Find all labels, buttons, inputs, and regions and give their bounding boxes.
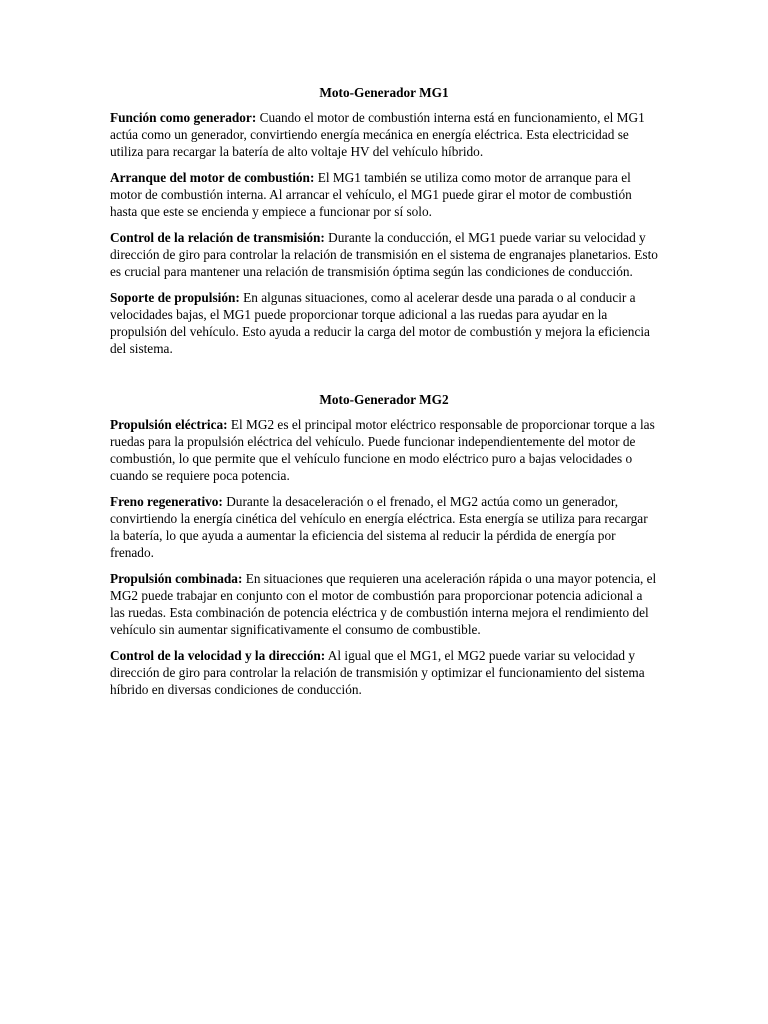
paragraph-label: Arranque del motor de combustión: bbox=[110, 170, 315, 185]
paragraph-text: En algunas situaciones, como al acelerar desde una parada o al conducir a velocidades bajas, el MG1 puede proporcionar torque adicional a las ruedas para ayudar en la propulsión del vehículo. Esto ayuda a reducir la carga del motor de combustión y mejora la eficiencia del sistema. bbox=[110, 290, 650, 356]
paragraph-text: El MG2 es el principal motor eléctrico responsable de proporcionar torque a las ruedas para la propulsión eléctrica del vehículo. Puede funcionar independientemente del motor de combustión, lo que permite que el vehículo funcione en modo eléctrico puro a bajas velocidades o cuando se requiere poca potencia. bbox=[110, 417, 655, 483]
paragraph bbox=[110, 289, 658, 357]
paragraph-text: El MG1 también se utiliza como motor de arranque para el motor de combustión interna. Al arrancar el vehículo, el MG1 puede girar el motor de combustión hasta que este se encienda y empiece a funcionar por sí solo. bbox=[110, 170, 632, 219]
paragraph-text: Durante la conducción, el MG1 puede variar su velocidad y dirección de giro para controlar la relación de transmisión en el sistema de engranajes planetarios. Esto es crucial para mantener una relación de transmisión óptima según las condiciones de conducción. bbox=[110, 230, 658, 279]
paragraph-text: Cuando el motor de combustión interna está en funcionamiento, el MG1 actúa como un generador, convirtiendo energía mecánica en energía eléctrica. Esta electricidad se utiliza para recargar la batería de alto voltaje HV del vehículo híbrido. bbox=[110, 110, 645, 159]
paragraph bbox=[110, 229, 658, 280]
paragraph-label: Propulsión eléctrica: bbox=[110, 417, 228, 432]
section-mg1 bbox=[110, 84, 658, 357]
paragraph bbox=[110, 570, 658, 638]
paragraph-text: Al igual que el MG1, el MG2 puede variar su velocidad y dirección de giro para controlar la relación de transmisión y optimizar el funcionamiento del sistema híbrido en diversas condiciones de conducción. bbox=[110, 648, 645, 697]
paragraph-label: Control de la relación de transmisión: bbox=[110, 230, 325, 245]
paragraph bbox=[110, 169, 658, 220]
paragraph bbox=[110, 647, 658, 698]
paragraph-text: En situaciones que requieren una aceleración rápida o una mayor potencia, el MG2 puede trabajar en conjunto con el motor de combustión para proporcionar potencia adicional a las ruedas. Esta combinación de potencia eléctrica y de combustión interna mejora el rendimiento del vehículo sin aumentar significativamente el consumo de combustible. bbox=[110, 571, 657, 637]
paragraph-label: Soporte de propulsión: bbox=[110, 290, 240, 305]
paragraph bbox=[110, 493, 658, 561]
paragraph-text: Durante la desaceleración o el frenado, el MG2 actúa como un generador, convirtiendo la energía cinética del vehículo en energía eléctrica. Esta energía se utiliza para recargar la batería, lo que ayuda a aumentar la eficiencia del sistema al reducir la pérdida de energía por frenado. bbox=[110, 494, 648, 560]
section-title: Moto-Generador MG2 bbox=[319, 392, 449, 407]
document-page bbox=[110, 84, 658, 707]
paragraph-label: Propulsión combinada: bbox=[110, 571, 243, 586]
paragraph-label: Función como generador: bbox=[110, 110, 257, 125]
paragraph-label: Freno regenerativo: bbox=[110, 494, 223, 509]
section-spacer bbox=[110, 366, 658, 391]
paragraph-label: Control de la velocidad y la dirección: bbox=[110, 648, 326, 663]
paragraph bbox=[110, 109, 658, 160]
paragraph bbox=[110, 416, 658, 484]
section-title: Moto-Generador MG1 bbox=[319, 85, 449, 100]
section-mg2 bbox=[110, 391, 658, 698]
